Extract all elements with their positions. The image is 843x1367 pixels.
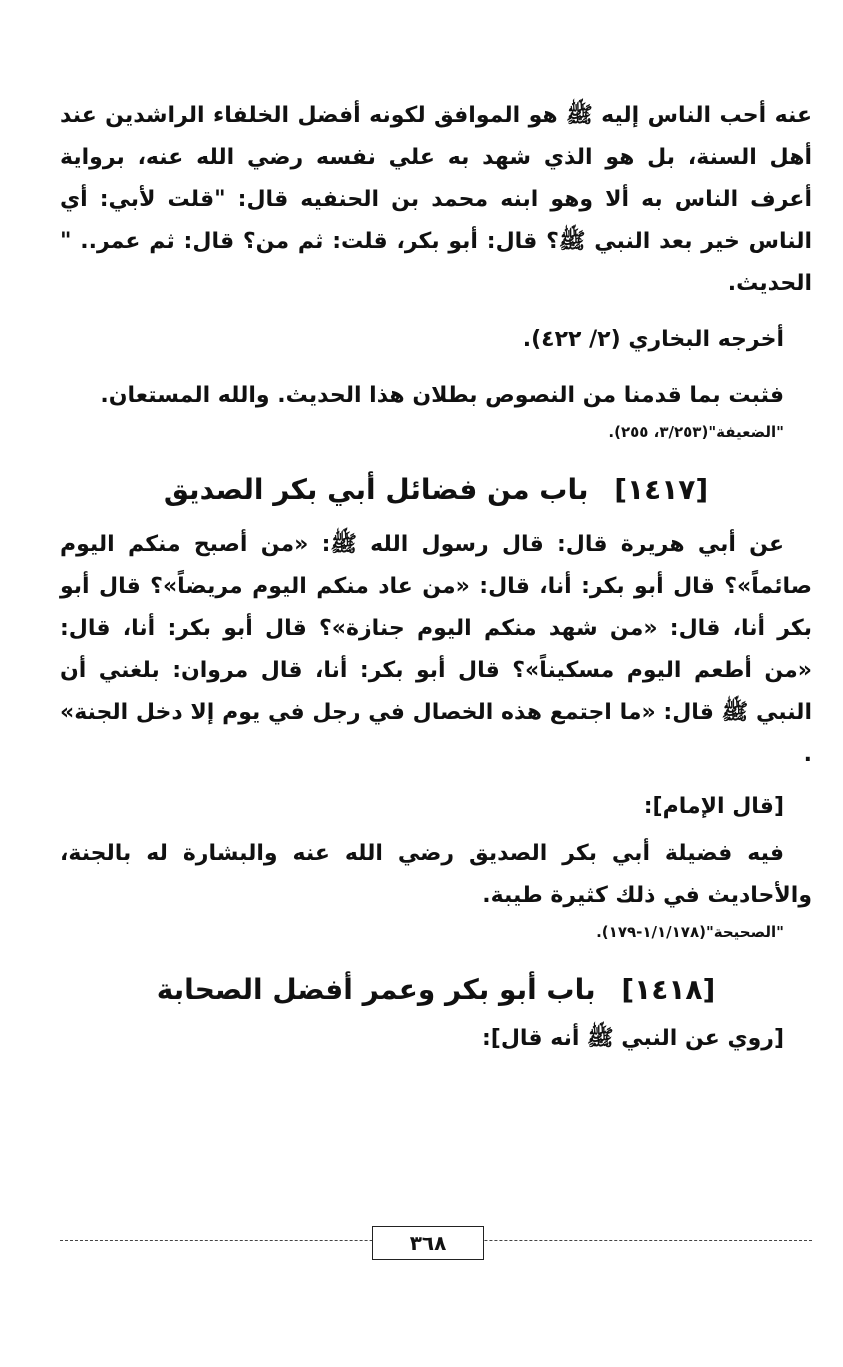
paragraph-citation: أخرجه البخاري (٢/ ٤٢٢). (522, 327, 784, 352)
section-number: [١٤١٨] (621, 973, 716, 1006)
imam-label: [قال الإمام]: (643, 794, 784, 819)
imam-comment: فيه فضيلة أبي بكر الصديق رضي الله عنه والبشارة له بالجنة، والأحاديث في ذلك كثيرة طيبة. (60, 841, 812, 908)
page-content (60, 95, 812, 1056)
narration-intro: [روي عن النبي ﷺ أنه قال]: (481, 1026, 784, 1051)
section-heading-1417 (60, 473, 812, 506)
page-footer (60, 1222, 812, 1262)
section-title: باب من فضائل أبي بكر الصديق (163, 473, 589, 506)
page-number: ٣٦٨ (372, 1226, 484, 1260)
section-heading-1418 (60, 973, 812, 1006)
hadith-text: عن أبي هريرة قال: قال رسول الله ﷺ: «من أصبح منكم اليوم صائماً»؟ قال أبو بكر: أنا، قال: «من عاد منكم اليوم مريضاً»؟ قال أبو بكر أنا، قال: «من شهد منكم اليوم جنازة»؟ قال أبو بكر: أنا، قال: «من أطعم اليوم مسكيناً»؟ قال أبو بكر: أنا، قال مروان: بلغني أن النبي ﷺ قال: «ما اجتمع هذه الخصال في رجل في يوم إلا دخل الجنة» . (60, 532, 812, 767)
section-number: [١٤١٧] (614, 473, 709, 506)
paragraph-opening: عنه أحب الناس إليه ﷺ هو الموافق لكونه أفضل الخلفاء الراشدين عند أهل السنة، بل هو الذي شهد به علي نفسه رضي الله عنه، برواية أعرف الناس به ألا وهو ابنه محمد بن الحنفيه قال: "قلت لأبي: أي الناس خير بعد النبي ﷺ؟ قال: أبو بكر، قلت: ثم من؟ قال: ثم عمر.. " الحديث. (60, 103, 812, 296)
reference-daifa: "الضعيفة"(٣/٢٥٣، ٢٥٥). (608, 423, 784, 441)
paragraph-conclusion: فثبت بما قدمنا من النصوص بطلان هذا الحديث. والله المستعان. (100, 383, 784, 408)
section-title: باب أبو بكر وعمر أفضل الصحابة (156, 973, 596, 1006)
reference-sahiha: "الصحيحة"(١/١/١٧٨-١٧٩). (596, 923, 784, 941)
